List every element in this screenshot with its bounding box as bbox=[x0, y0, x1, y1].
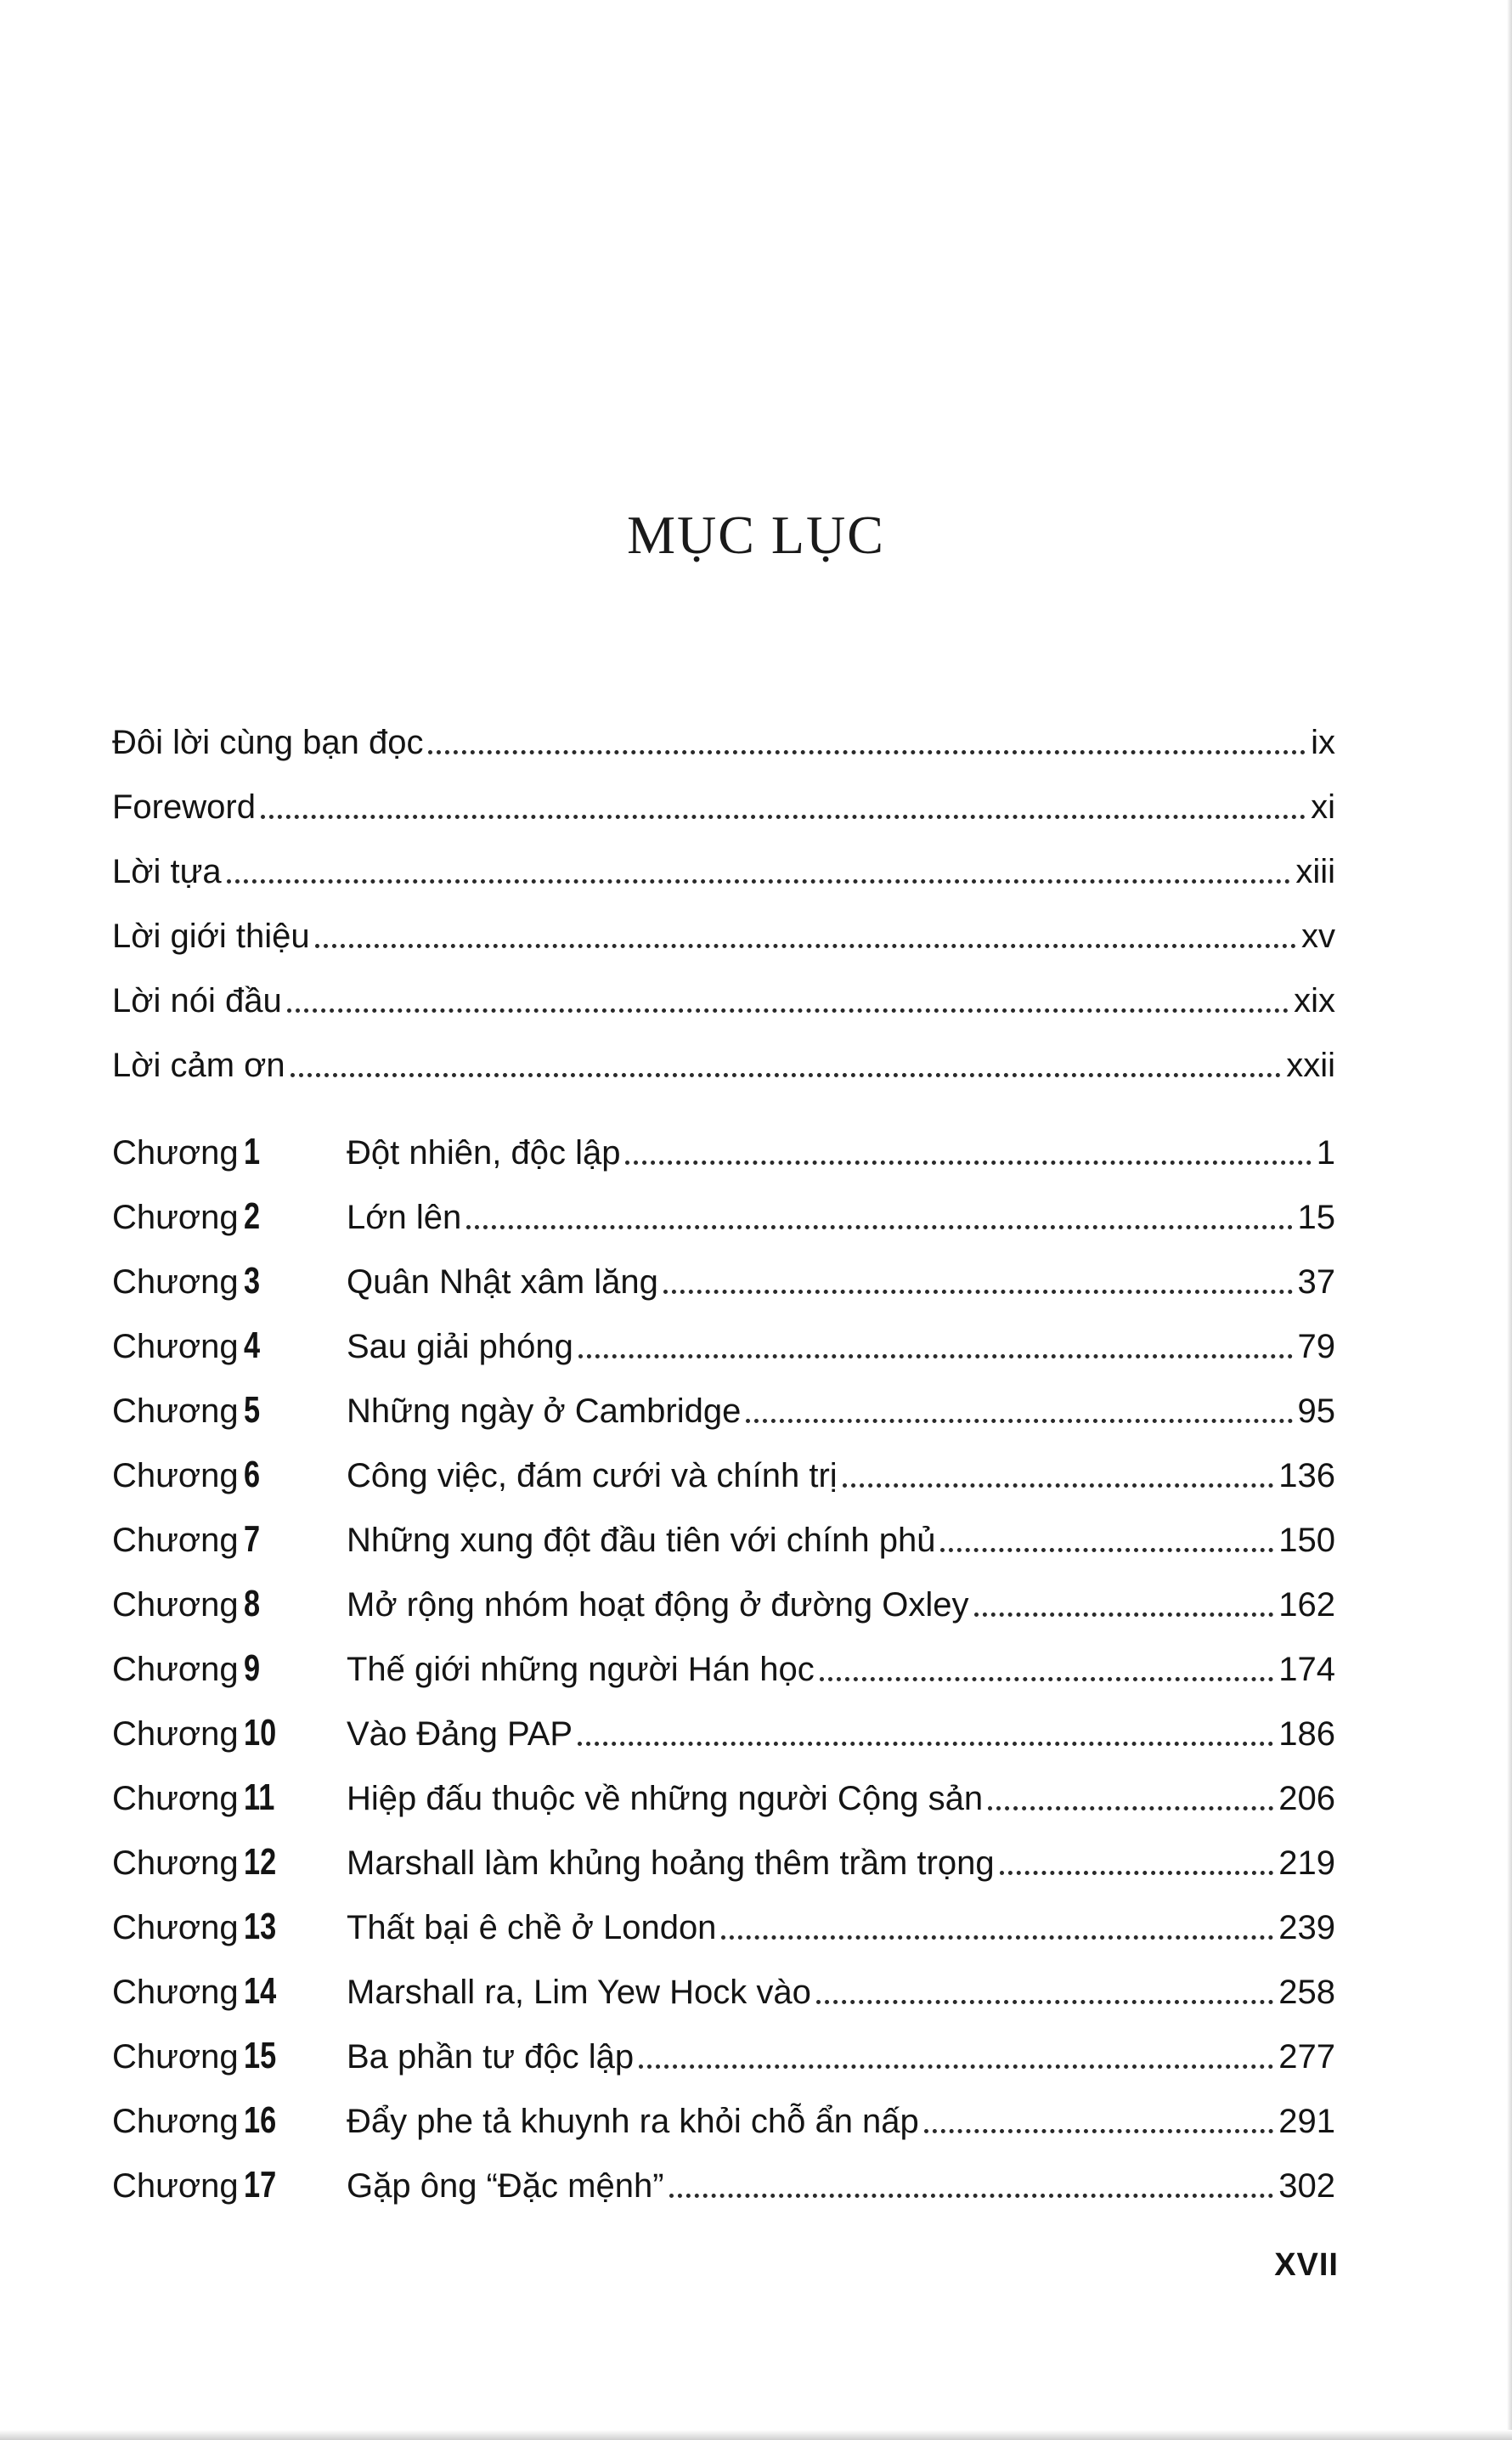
chapter-entry bbox=[112, 1175, 1335, 1240]
dot-leader bbox=[988, 1806, 1273, 1810]
chapter-entry bbox=[112, 1110, 1335, 1175]
chapter-label bbox=[112, 1517, 347, 1562]
chapter-title: Hiệp đấu thuộc về những người Cộng sản bbox=[347, 1780, 984, 1817]
entry-title: Lời cảm ơn bbox=[112, 1047, 285, 1084]
chapter-entry bbox=[112, 1562, 1335, 1627]
dot-leader bbox=[578, 1742, 1273, 1746]
chapter-entry bbox=[112, 1821, 1335, 1885]
chapter-label bbox=[112, 1259, 347, 1304]
dot-leader bbox=[721, 1935, 1273, 1940]
page-number: 239 bbox=[1278, 1909, 1335, 1946]
page-number: 277 bbox=[1278, 2038, 1335, 2076]
page-number: 79 bbox=[1297, 1328, 1335, 1365]
chapter-title: Lớn lên bbox=[347, 1199, 462, 1236]
chapter-entry bbox=[112, 1369, 1335, 1433]
dot-leader bbox=[820, 1677, 1273, 1681]
chapter-title: Những xung đột đầu tiên với chính phủ bbox=[347, 1522, 936, 1559]
chapter-word: Chương bbox=[112, 1586, 239, 1624]
entry-title: Đôi lời cùng bạn đọc bbox=[112, 724, 424, 761]
chapter-title: Marshall làm khủng hoảng thêm trầm trọng bbox=[347, 1844, 995, 1882]
page-number: 37 bbox=[1297, 1263, 1335, 1301]
chapter-word: Chương bbox=[112, 1457, 239, 1494]
page-number: 1 bbox=[1316, 1134, 1335, 1172]
chapter-label bbox=[112, 1905, 347, 1950]
chapter-entry bbox=[112, 2143, 1335, 2208]
dot-leader bbox=[466, 1225, 1292, 1229]
dot-leader bbox=[428, 750, 1306, 754]
toc-entry bbox=[112, 1023, 1335, 1087]
toc-entry bbox=[112, 958, 1335, 1023]
chapter-word: Chương bbox=[112, 1974, 239, 2011]
chapter-number: 3 bbox=[243, 1260, 260, 1302]
chapter-entry bbox=[112, 1885, 1335, 1950]
chapter-title: Sau giải phóng bbox=[347, 1328, 573, 1365]
chapter-entry bbox=[112, 1627, 1335, 1692]
chapter-number: 4 bbox=[243, 1324, 260, 1366]
chapter-word: Chương bbox=[112, 1199, 239, 1236]
page-number: 186 bbox=[1278, 1715, 1335, 1753]
chapter-word: Chương bbox=[112, 1909, 239, 1946]
dot-leader bbox=[625, 1161, 1311, 1165]
entry-title: Foreword bbox=[112, 788, 256, 826]
page-number: 150 bbox=[1278, 1522, 1335, 1559]
chapter-number: 2 bbox=[243, 1195, 260, 1237]
chapter-title: Gặp ông “Đặc mệnh” bbox=[347, 2167, 664, 2205]
toc-entry bbox=[112, 700, 1335, 765]
toc-entry bbox=[112, 829, 1335, 894]
chapter-word: Chương bbox=[112, 1844, 239, 1882]
chapter-label bbox=[112, 1195, 347, 1240]
chapter-word: Chương bbox=[112, 2103, 239, 2140]
chapter-number: 5 bbox=[243, 1389, 260, 1431]
page-number: 258 bbox=[1278, 1974, 1335, 2011]
chapter-entry bbox=[112, 1433, 1335, 1498]
chapter-entry bbox=[112, 2014, 1335, 2079]
chapter-number: 8 bbox=[243, 1583, 260, 1624]
chapter-entry bbox=[112, 1692, 1335, 1756]
page-number: 174 bbox=[1278, 1651, 1335, 1688]
chapter-word: Chương bbox=[112, 1651, 239, 1688]
chapter-title: Marshall ra, Lim Yew Hock vào bbox=[347, 1974, 811, 2011]
page-number: xiii bbox=[1295, 853, 1335, 890]
page-number: xxii bbox=[1286, 1047, 1335, 1084]
dot-leader bbox=[924, 2129, 1273, 2133]
chapter-label bbox=[112, 2098, 347, 2143]
chapter-number: 15 bbox=[243, 2035, 276, 2076]
entry-title: Lời giới thiệu bbox=[112, 918, 310, 955]
chapter-title: Mở rộng nhóm hoạt động ở đường Oxley bbox=[347, 1586, 969, 1624]
chapter-title: Ba phần tư độc lập bbox=[347, 2038, 635, 2076]
chapter-entry bbox=[112, 1756, 1335, 1821]
chapter-word: Chương bbox=[112, 1134, 239, 1172]
chapter-word: Chương bbox=[112, 1328, 239, 1365]
chapter-entry bbox=[112, 2079, 1335, 2143]
chapter-title: Công việc, đám cưới và chính trị bbox=[347, 1457, 838, 1494]
chapter-title: Vào Đảng PAP bbox=[347, 1715, 573, 1753]
dot-leader bbox=[843, 1483, 1274, 1488]
chapter-label bbox=[112, 1711, 347, 1756]
front-matter-list bbox=[112, 700, 1335, 1087]
chapter-number: 11 bbox=[243, 1776, 274, 1818]
chapter-number: 17 bbox=[243, 2164, 276, 2206]
chapter-title: Những ngày ở Cambridge bbox=[347, 1392, 742, 1430]
dot-leader bbox=[639, 2064, 1273, 2069]
chapter-word: Chương bbox=[112, 1715, 239, 1753]
page-number: 15 bbox=[1297, 1199, 1335, 1236]
page-bottom-shadow bbox=[0, 2430, 1512, 2440]
chapter-label bbox=[112, 1969, 347, 2014]
chapter-word: Chương bbox=[112, 2167, 239, 2205]
dot-leader bbox=[816, 2000, 1273, 2004]
chapter-word: Chương bbox=[112, 1392, 239, 1430]
chapter-number: 13 bbox=[243, 1906, 276, 1947]
chapter-number: 14 bbox=[243, 1970, 276, 2012]
chapter-number: 1 bbox=[243, 1131, 260, 1172]
page-number: 95 bbox=[1297, 1392, 1335, 1430]
dot-leader bbox=[1000, 1871, 1274, 1875]
page-number: xix bbox=[1294, 982, 1335, 1019]
entry-title: Lời tựa bbox=[112, 853, 222, 890]
chapter-entry bbox=[112, 1304, 1335, 1369]
dot-leader bbox=[940, 1548, 1273, 1552]
page-title: MỤC LỤC bbox=[627, 505, 885, 565]
dot-leader bbox=[261, 815, 1306, 819]
page-number: xv bbox=[1301, 918, 1335, 955]
chapter-number: 16 bbox=[243, 2099, 276, 2141]
chapter-number: 10 bbox=[243, 1712, 276, 1754]
page-number: 302 bbox=[1278, 2167, 1335, 2205]
page-edge-shadow bbox=[1507, 0, 1512, 2440]
chapter-entry bbox=[112, 1498, 1335, 1562]
chapter-label bbox=[112, 1776, 347, 1821]
chapter-label bbox=[112, 1324, 347, 1369]
dot-leader bbox=[315, 944, 1296, 948]
page-number: xi bbox=[1311, 788, 1335, 826]
dot-leader bbox=[974, 1613, 1274, 1617]
chapter-label bbox=[112, 1646, 347, 1692]
dot-leader bbox=[227, 879, 1291, 884]
toc-entry bbox=[112, 765, 1335, 829]
chapter-entry bbox=[112, 1240, 1335, 1304]
chapter-label bbox=[112, 1130, 347, 1175]
chapter-number: 7 bbox=[243, 1518, 260, 1560]
chapter-label bbox=[112, 1453, 347, 1498]
dot-leader bbox=[578, 1354, 1293, 1358]
toc-entry bbox=[112, 894, 1335, 958]
chapter-title: Thế giới những người Hán học bbox=[347, 1651, 815, 1688]
chapter-label bbox=[112, 1388, 347, 1433]
page-number: 206 bbox=[1278, 1780, 1335, 1817]
chapter-number: 6 bbox=[243, 1454, 260, 1495]
page-number: 136 bbox=[1278, 1457, 1335, 1494]
chapter-number: 12 bbox=[243, 1841, 276, 1883]
chapter-title: Thất bại ê chề ở London bbox=[347, 1909, 717, 1946]
chapter-word: Chương bbox=[112, 1263, 239, 1301]
chapter-title: Quân Nhật xâm lăng bbox=[347, 1263, 658, 1301]
chapter-word: Chương bbox=[112, 1780, 239, 1817]
page-folio: XVII bbox=[1274, 2247, 1339, 2283]
page-number: 219 bbox=[1278, 1844, 1335, 1882]
chapter-list bbox=[112, 1110, 1335, 2208]
page-number: 162 bbox=[1278, 1586, 1335, 1624]
chapter-word: Chương bbox=[112, 2038, 239, 2076]
chapter-title: Đẩy phe tả khuynh ra khỏi chỗ ẩn nấp bbox=[347, 2103, 919, 2140]
dot-leader bbox=[746, 1419, 1292, 1423]
chapter-entry bbox=[112, 1950, 1335, 2014]
chapter-label bbox=[112, 2034, 347, 2079]
chapter-word: Chương bbox=[112, 1522, 239, 1559]
chapter-label bbox=[112, 1840, 347, 1885]
page-number: ix bbox=[1311, 724, 1335, 761]
chapter-number: 9 bbox=[243, 1647, 260, 1689]
chapter-label bbox=[112, 1582, 347, 1627]
chapter-label bbox=[112, 2163, 347, 2208]
dot-leader bbox=[287, 1008, 1289, 1013]
page-number: 291 bbox=[1278, 2103, 1335, 2140]
entry-title: Lời nói đầu bbox=[112, 982, 282, 1019]
dot-leader bbox=[291, 1073, 1282, 1077]
chapter-title: Đột nhiên, độc lập bbox=[347, 1134, 621, 1172]
dot-leader bbox=[663, 1290, 1293, 1294]
dot-leader bbox=[669, 2194, 1274, 2198]
